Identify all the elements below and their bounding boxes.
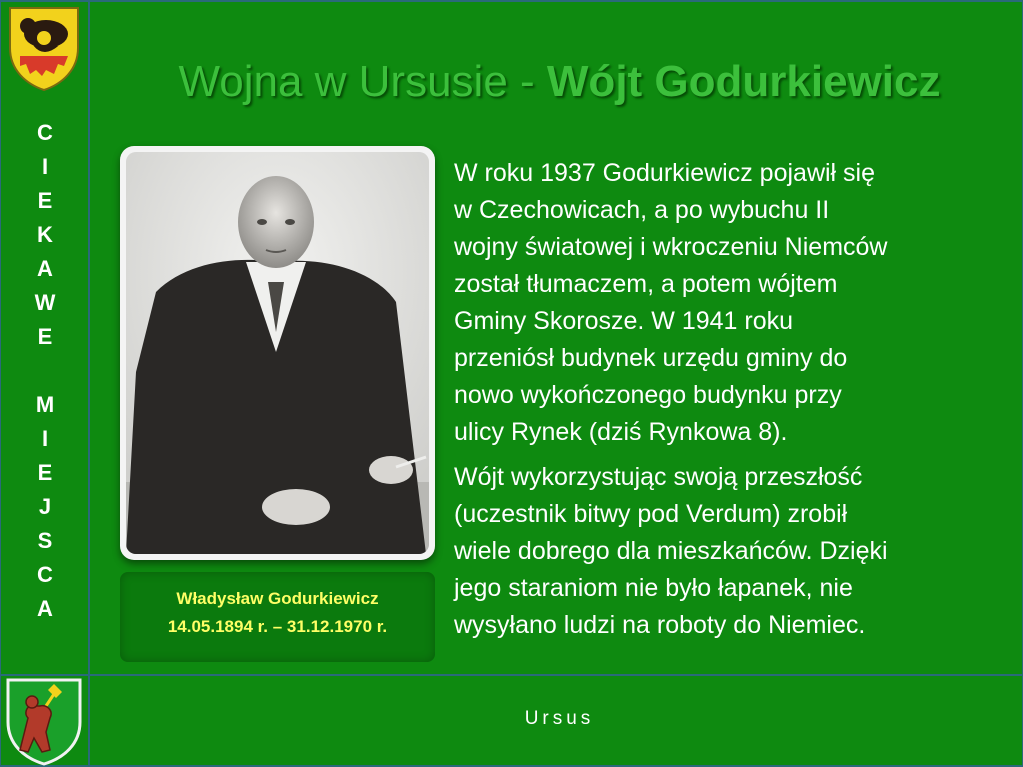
text-line: w Czechowicach, a po wybuchu II (454, 196, 830, 224)
text-line: wojny światowej i wkroczeniu Niemców (454, 233, 888, 261)
slide-title (96, 52, 1023, 112)
vertical-letter: M (35, 392, 55, 417)
vertical-letter: I (41, 426, 49, 451)
footer-label: Ursus (524, 708, 595, 729)
title-part-topic: Wojna w Ursusie - (178, 57, 547, 106)
portrait-caption-name: Władysław Godurkiewicz (176, 589, 379, 608)
text-line: wiele dobrego dla mieszkańców. Dzięki (454, 537, 888, 565)
vertical-letter (0, 354, 90, 388)
vertical-letter: C (37, 562, 53, 587)
vertical-letter: J (38, 494, 52, 519)
bear-axe-crest-icon (2, 676, 86, 766)
vertical-letter: S (37, 528, 53, 553)
body-text (454, 155, 1014, 644)
portrait-frame (120, 146, 435, 560)
portrait-photo (126, 152, 429, 554)
text-line: ulicy Rynek (dziś Rynkowa 8). (454, 418, 788, 446)
vertical-letter: A (37, 596, 53, 621)
footer-divider (0, 674, 1023, 676)
text-line: Wójt wykorzystując swoją przeszłość (454, 463, 863, 491)
text-line: (uczestnik bitwy pod Verdum) zrobił (454, 500, 848, 528)
vertical-letter: W (34, 290, 56, 315)
vertical-letter: I (41, 154, 49, 179)
bear-gear-crest-icon (6, 4, 82, 92)
text-line: nowo wykończonego budynku przy (454, 381, 842, 409)
paragraph-2 (454, 459, 1014, 644)
title-part-subject: Wójt Godurkiewicz (546, 57, 941, 106)
top-border (0, 0, 1023, 2)
vertical-label (0, 116, 90, 626)
text-line: W roku 1937 Godurkiewicz pojawił się (454, 159, 876, 187)
text-line: wysyłano ludzi na roboty do Niemiec. (454, 611, 866, 639)
text-line: jego staraniom nie było łapanek, nie (454, 574, 853, 602)
vertical-letter: E (37, 324, 53, 349)
vertical-letter: E (37, 188, 53, 213)
vertical-letter: C (37, 120, 53, 145)
vertical-letter: K (37, 222, 53, 247)
portrait-caption-box (120, 572, 435, 662)
text-line: został tłumaczem, a potem wójtem (454, 270, 838, 298)
text-line: Gminy Skorosze. W 1941 roku (454, 307, 794, 335)
portrait-caption-dates: 14.05.1894 r. – 31.12.1970 r. (167, 617, 388, 636)
vertical-letter: E (37, 460, 53, 485)
vertical-letter: A (37, 256, 53, 281)
paragraph-1 (454, 155, 1014, 451)
text-line: przeniósł budynek urzędu gminy do (454, 344, 848, 372)
